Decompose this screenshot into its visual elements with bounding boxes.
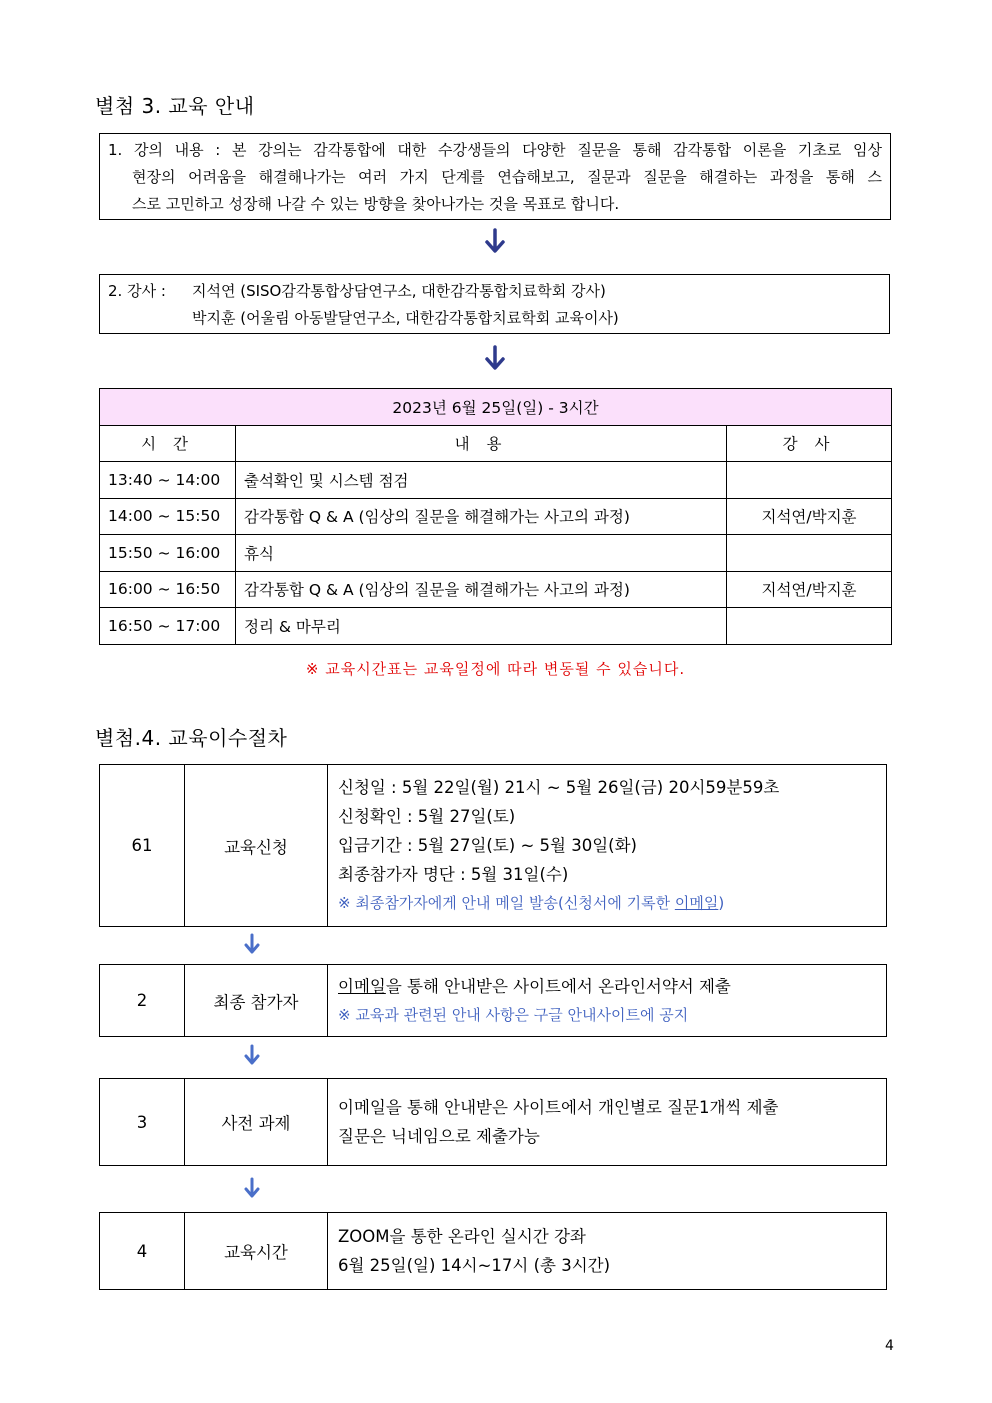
- course-content-line3: 스로 고민하고 성장해 나갈 수 있는 방향을 찾아나가는 것을 목표로 합니다.: [132, 195, 620, 213]
- step-note: ※ 교육과 관련된 안내 사항은 구글 안내사이트에 공지: [338, 1005, 689, 1024]
- row-instructor: 지석연/박지훈: [727, 498, 892, 535]
- step-line-rest: 을 통해 안내받은 사이트에서 온라인서약서 제출: [385, 976, 731, 996]
- row-instructor: [727, 535, 892, 572]
- row-time: 16:00 ~ 16:50: [100, 571, 236, 608]
- row-time: 13:40 ~ 14:00: [100, 462, 236, 499]
- step-label: 교육신청: [185, 765, 328, 927]
- down-arrow-icon: [237, 933, 267, 960]
- schedule-table: [99, 388, 892, 645]
- step-note: [338, 889, 878, 918]
- step-label: 최종 참가자: [185, 965, 328, 1037]
- row-instructor: [727, 608, 892, 645]
- down-arrow-icon: [480, 228, 510, 260]
- table-row: [100, 608, 892, 645]
- step-line: 6월 25일(일) 14시~17시 (총 3시간): [338, 1256, 611, 1275]
- table-row: [100, 498, 892, 535]
- step-line: 이메일을 통해 안내받은 사이트에서 개인별로 질문1개씩 제출: [338, 1098, 779, 1117]
- page-number: 4: [885, 1338, 894, 1354]
- header-instructor: 강 사: [727, 425, 892, 462]
- step-line: 신청확인 : 5월 27일(토): [338, 807, 516, 826]
- schedule-title: 2023년 6월 25일(일) - 3시간: [100, 389, 892, 426]
- schedule-note: ※ 교육시간표는 교육일정에 따라 변동될 수 있습니다.: [305, 660, 686, 678]
- step-number: 4: [100, 1213, 185, 1290]
- row-content: 정리 & 마무리: [236, 608, 727, 645]
- step-label: 사전 과제: [185, 1079, 328, 1166]
- row-content: 감각통합 Q & A (임상의 질문을 해결해가는 사고의 과정): [236, 498, 727, 535]
- row-content: 휴식: [236, 535, 727, 572]
- step-number: 3: [100, 1079, 185, 1166]
- row-time: 16:50 ~ 17:00: [100, 608, 236, 645]
- step-line: 질문은 닉네임으로 제출가능: [338, 1127, 540, 1146]
- step-line: 최종참가자 명단 : 5월 31일(수): [338, 865, 569, 884]
- step-content: [328, 765, 887, 927]
- step-number: 2: [100, 965, 185, 1037]
- schedule-title-row: [100, 389, 892, 426]
- step-2-table: [99, 964, 887, 1037]
- email-link[interactable]: 이메일: [338, 976, 386, 996]
- step-line: 입금기간 : 5월 27일(토) ~ 5월 30일(화): [338, 836, 637, 855]
- header-time: 시 간: [100, 425, 236, 462]
- down-arrow-icon: [480, 345, 510, 377]
- course-content-line1: 1. 강의 내용 : 본 강의는 감각통합에 대한 수강생들의 다양한 질문을 통해 감각통합 이론을 기초로 임상: [108, 141, 882, 159]
- step-content: [328, 965, 887, 1037]
- step-line: ZOOM을 통한 온라인 실시간 강좌: [338, 1227, 586, 1246]
- instructor-box: [99, 274, 890, 334]
- step-note-suffix: ): [718, 894, 725, 912]
- step-number: 61: [100, 765, 185, 927]
- row-instructor: 지석연/박지훈: [727, 571, 892, 608]
- down-arrow-icon: [237, 1177, 267, 1204]
- step-content: [328, 1079, 887, 1166]
- email-link[interactable]: 이메일: [674, 894, 719, 912]
- instructor-1: 지석연 (SISO감각통합상담연구소, 대한감각통합치료학회 강사): [192, 282, 606, 300]
- row-instructor: [727, 462, 892, 499]
- section3-title: 별첨 3. 교육 안내: [95, 94, 255, 118]
- step-content: [328, 1213, 887, 1290]
- down-arrow-icon: [237, 1044, 267, 1071]
- step-note-prefix: ※ 최종참가자에게 안내 메일 발송(신청서에 기록한: [338, 894, 675, 912]
- header-content: 내 용: [236, 425, 727, 462]
- row-time: 14:00 ~ 15:50: [100, 498, 236, 535]
- instructor-label: 2. 강사 :: [108, 282, 166, 300]
- step-line: [338, 972, 878, 1001]
- step-4-table: [99, 1212, 887, 1290]
- row-time: 15:50 ~ 16:00: [100, 535, 236, 572]
- schedule-header-row: [100, 425, 892, 462]
- step-label: 교육시간: [185, 1213, 328, 1290]
- section4-title: 별첨.4. 교육이수절차: [95, 726, 288, 750]
- row-content: 감각통합 Q & A (임상의 질문을 해결해가는 사고의 과정): [236, 571, 727, 608]
- course-content-box: [99, 133, 891, 220]
- table-row: [100, 571, 892, 608]
- course-content-line2: 현장의 어려움을 해결해나가는 여러 가지 단계를 연습해보고, 질문과 질문을 해결하는 과정을 통해 스: [132, 168, 882, 186]
- instructor-2: 박지훈 (어울림 아동발달연구소, 대한감각통합치료학회 교육이사): [192, 309, 619, 327]
- step-1-table: [99, 764, 887, 927]
- table-row: [100, 535, 892, 572]
- step-3-table: [99, 1078, 887, 1166]
- table-row: [100, 462, 892, 499]
- row-content: 출석확인 및 시스템 점검: [236, 462, 727, 499]
- step-line: 신청일 : 5월 22일(월) 21시 ~ 5월 26일(금) 20시59분59초: [338, 778, 780, 797]
